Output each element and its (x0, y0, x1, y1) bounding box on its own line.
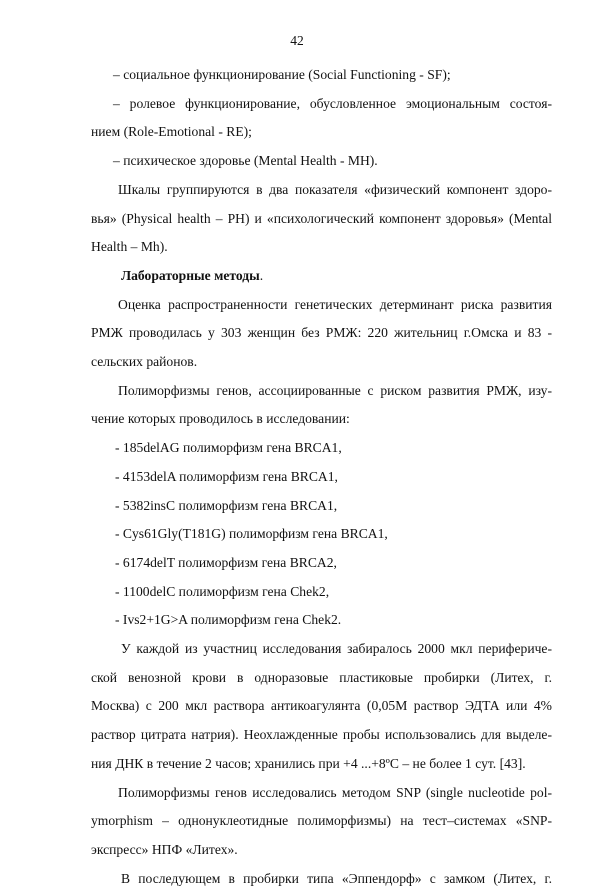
text-line: ской венозной крови в одноразовые пластиковые пробирки (Литех, г. (91, 669, 552, 685)
text-line: экспресс» НПФ «Литех». (91, 841, 238, 857)
list-item-polymorphism: - 4153delA полиморфизм гена BRCA1, (115, 468, 338, 484)
text-line: ния ДНК в течение 2 часов; хранились при +4 ...+8ºС – не более 1 сут. [43]. (91, 755, 526, 771)
paragraph-scales: Шкалы группируются в два показателя «физический компонент здоро- (118, 181, 552, 197)
text-line: вья» (Physical health – PH) и «психологический компонент здоровья» (Mental (91, 210, 552, 226)
list-item-polymorphism: - 185delAG полиморфизм гена BRCA1, (115, 440, 342, 456)
text-line: Health – Mh). (91, 239, 168, 255)
paragraph-snp-method: Полиморфизмы генов исследовались методом SNP (single nucleotide pol- (118, 784, 552, 800)
page-number: 42 (290, 33, 304, 48)
paragraph-eppendorf: В последующем в пробирки типа «Эппендорф» с замком (Литех, г. (121, 870, 552, 886)
paragraph-prevalence: Оценка распространенности генетических детерминант риска развития (118, 296, 552, 312)
section-heading-text: Лабораторные методы (121, 267, 260, 283)
text-line: Москва) с 200 мкл раствора антикоагулянта (0,05М раствор ЭДТА или 4% (91, 698, 552, 714)
list-item-role-emotional: – ролевое функционирование, обусловленное эмоциональным состоя- (113, 95, 552, 111)
paragraph-blood-sampling: У каждой из участниц исследования забиралось 2000 мкл перифериче- (121, 641, 552, 657)
list-item-polymorphism: - 1100delC полиморфизм гена Chek2, (115, 583, 330, 599)
list-item-polymorphism: - Ivs2+1G>A полиморфизм гена Chek2. (115, 612, 342, 628)
text-line: сельских районов. (91, 354, 198, 370)
list-item-polymorphism: - Cys61Gly(T181G) полиморфизм гена BRCA1, (115, 526, 388, 542)
list-item-mental-health: – психическое здоровье (Mental Health - MH). (113, 153, 378, 169)
list-item-social-functioning: – социальное функционирование (Social Functioning - SF); (113, 67, 451, 82)
section-heading (91, 262, 552, 291)
document-body (91, 61, 552, 893)
paragraph-polymorphisms: Полиморфизмы генов, ассоциированные с риском развития РМЖ, изу- (118, 382, 552, 398)
text-line: ymorphism – однонуклеотидные полиморфизмы) на тест–системах «SNP- (91, 813, 552, 829)
text-line: раствор цитрата натрия). Неохлажденные пробы использовались для выделе- (91, 727, 552, 743)
list-item-polymorphism: - 5382insC полиморфизм гена BRCA1, (115, 497, 338, 513)
text-line: нием (Role-Emotional - RE); (91, 124, 252, 140)
section-heading-period: . (259, 267, 264, 283)
text-line: чение которых проводилось в исследовании: (91, 411, 350, 427)
list-item-polymorphism: - 6174delT полиморфизм гена BRCA2, (115, 554, 337, 570)
text-line: РМЖ проводилась у 303 женщин без РМЖ: 220 жительниц г.Омска и 83 - (91, 325, 552, 341)
